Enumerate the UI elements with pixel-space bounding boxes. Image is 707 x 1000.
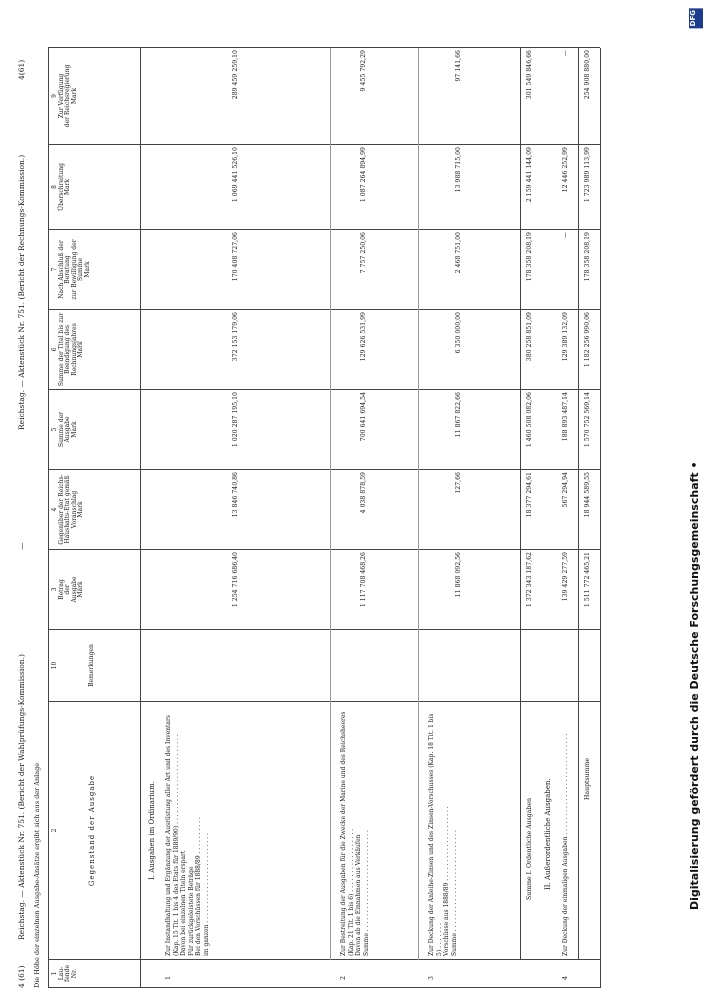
row-number: 3 [428,976,435,980]
total-amount: 2 159 441 144,09 [526,147,533,203]
digitization-note: Digitalisierung gefördert durch die Deutsche Forschungsgemeinschaft • [688,461,701,910]
page-subtitle: Die Höhe der einzelnen Ausgabe-Ansätze ergibt sich aus der Anlage [33,762,41,988]
amount-cell: 372 153 179,06 [232,312,239,362]
grand-total-amount: 1 570 752 569,14 [584,392,591,448]
amount-cell: 289 459 259,10 [232,50,239,100]
row-separator [578,48,579,960]
column-number: 1 [51,971,58,976]
grand-total-amount: 178 358 208,19 [584,232,591,282]
grand-total-amount: 18 944 589,55 [584,472,591,518]
amount-cell: 129 626 531,99 [360,312,367,362]
column-label: Überschreitung Mark [57,163,72,211]
amount-cell: 7 757 250,06 [360,232,367,274]
total-amount: 1 460 508 082,06 [526,392,533,448]
column-label: Gegenstand der Ausgabe [87,774,96,887]
amount-cell: 13 846 740,86 [232,472,239,518]
table-top-rule [48,48,49,988]
amount-cell: 1 087 264 894,99 [360,147,367,203]
column-label: Bemerkungen [87,644,95,687]
right-running-title: Reichstag. — Aktenstück Nr. 751. (Bericht der Rechnungs-Kommission.) [17,154,26,430]
column-header-9 [52,48,78,144]
row-description: Zur Instandhaltung und Ergänzung der Ausrüstung aller Art und des Inventars (Kap. 15 Tit. 1 bis 4 des Etats für 1889/90) . . . . . . . . . . . . . . . . . . . . . . . . Davon bei einzelnen Titeln erspart Für zurückgeleistete Beträge Bei den Vorschüssen für 1888/89 . . . . . . . . . . im ganzen . . . . . . . . . . . . . . . . . . . . . . . . [165,715,210,956]
column-label: Nach Abschluß der Beratung zur Bewilligung der Summe Mark [57,239,91,300]
col-line-0 [48,987,600,988]
grand-total-amount: 254 908 880,00 [584,50,591,100]
column-number: 9 [51,94,58,98]
amount-cell: 4 038 878,59 [360,472,367,514]
column-header-7 [52,230,92,309]
amount-cell: 170 408 727,06 [232,232,239,282]
grand-total-label: Hauptsumme [584,757,591,800]
table-bottom-rule [600,48,601,988]
amount-cell: 1 254 716 686,40 [232,552,239,608]
column-header-4 [52,470,85,549]
column-header-2 [52,702,96,959]
amount-cell: — [562,50,569,57]
column-number: 8 [51,185,58,189]
row-separator [418,48,419,960]
amount-cell: 1 020 287 195,10 [232,392,239,448]
dfg-badge: DFG [689,8,703,28]
col-line-2 [48,701,600,702]
column-label: Summe der Ausgabe Mark [57,411,78,448]
row-description: Zur Deckung der Anleihe-Zinsen und des Zinsen-Vorschusses (Kap. 18 Tit. 1 bis 5) . . . . . . . Vorschüsse aus 1888/89 . . . . . . . . . . . . . . . . . . . . Summe . . . . . . . . . . . . . . . . . . . . . . . . . . . [428,713,458,956]
amount-cell: 2 468 751,00 [455,232,462,274]
column-label: Zur Verfügung der Reichsregierung Mark [57,64,78,128]
column-label: Betrag der Ausgabe Mark [57,576,85,603]
col-line-3 [48,629,600,630]
amount-cell: 11 867 822,66 [455,392,462,438]
column-number: 2 [51,828,58,833]
col-line-7 [48,309,600,310]
page-number-left: 4 (61) [17,965,26,988]
column-number: 6 [51,347,58,352]
column-number: 10 [51,661,58,670]
total-amount: 178 358 208,19 [526,232,533,282]
amount-cell: 97 141,66 [455,50,462,82]
column-label: Lau- fende Nr. [57,964,78,983]
column-number: 7 [51,267,58,272]
page-number-right: 4(61) [17,59,26,80]
center-mark: — [17,542,26,550]
grand-total-amount: 1 182 256 990,06 [584,312,591,368]
column-label: Gegenüber der Reichs-Haushalts-Etat gemäß Voranschlag Mark [57,474,85,545]
column-header-10 [52,630,95,701]
amount-cell: 567 294,94 [562,472,569,508]
section-heading: I. Ausgaben im Ordinarium. [148,781,156,880]
left-running-title: Reichstag. — Aktenstück Nr. 751. (Bericht der Wahlprüfungs-Kommission.) [17,654,26,940]
amount-cell: 12 446 252,99 [562,147,569,193]
amount-cell: — [562,232,569,239]
amount-cell: 129 389 132,09 [562,312,569,362]
amount-cell: 1 117 708 468,26 [360,552,367,608]
row-number: 1 [165,976,172,980]
amount-cell: 188 893 487,14 [562,392,569,442]
grand-total-amount: 1 723 989 113,99 [584,147,591,203]
col-line-9 [48,144,600,145]
amount-cell: 9 455 792,29 [360,50,367,92]
total-amount: 380 258 851,09 [526,312,533,362]
col-line-4 [48,549,600,550]
section-heading-2: II. Außerordentliche Ausgaben. [544,778,552,890]
amount-cell: 127,66 [455,472,462,494]
column-header-8 [52,145,72,229]
grand-total-amount: 1 511 772 465,21 [584,552,591,608]
column-number: 3 [51,587,58,592]
col-line-5 [48,469,600,470]
amount-cell: 11 868 092,56 [455,552,462,598]
row-separator [520,48,521,960]
row-description: Zur Bestreitung der Ausgaben für die Zwecke der Marine und des Reichsheeres (Kap. 21 Tit. 1 bis 6) . . . . . . . . . . . . . . . . . Davon ab die Einnahmen aus Verkäufen Summe . . . . . . . . . . . . . . . . . . . . . . . . . . . [340,711,370,956]
col-line-1 [48,959,600,960]
total-amount: 301 549 846,66 [526,50,533,100]
column-header-1 [52,960,78,987]
column-label: Summe der Titel bis zur Beendigung des Rechnungsjahres Mark [57,312,85,387]
amount-cell: 13 988 715,00 [455,147,462,193]
total-amount: 1 372 343 187,62 [526,552,533,608]
col-line-6 [48,389,600,390]
row-description: Zur Deckung der einmaligen Ausgaben . . . . . . . . . . . . . . . . . . . . . . . . . . . [562,733,569,956]
row-separator [330,48,331,960]
column-header-3 [52,550,85,629]
col-line-10 [48,47,600,48]
row-number: 2 [340,976,347,980]
total-amount: 18 377 294,61 [526,472,533,518]
amount-cell: 6 350 000,00 [455,312,462,354]
total-label: Summe I. Ordentliche Ausgaben [526,797,533,900]
col-line-8 [48,229,600,230]
amount-cell: 139 429 277,59 [562,552,569,602]
amount-cell: 1 069 441 526,10 [232,147,239,203]
column-header-5 [52,390,78,469]
header-bottom-rule [140,48,141,988]
column-number: 4 [51,507,58,512]
amount-cell: 700 641 694,54 [360,392,367,442]
row-number: 4 [562,976,569,980]
column-header-6 [52,310,85,389]
column-number: 5 [51,427,58,432]
